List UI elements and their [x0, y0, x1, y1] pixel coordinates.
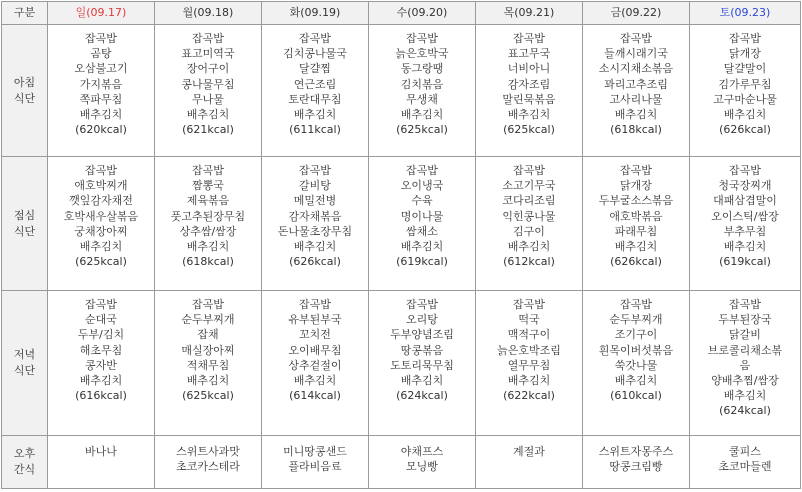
- menu-item: (614kcal): [289, 389, 341, 403]
- meal-cell: [155, 157, 262, 291]
- menu-item: 고구마순나물: [713, 92, 777, 106]
- menu-item: (618kcal): [182, 255, 234, 269]
- menu-item: 달걀말이: [723, 62, 767, 76]
- menu-item: 조기구이: [614, 328, 658, 342]
- menu-item: (610kcal): [610, 389, 662, 403]
- menu-item: 배추김치: [186, 240, 230, 254]
- menu-item: 장어구이: [186, 62, 230, 76]
- menu-item: 제육볶음: [186, 194, 230, 208]
- menu-item: 갈비탕: [299, 179, 331, 193]
- meal-cell: [583, 291, 690, 436]
- menu-item: 쌈채소: [406, 224, 438, 238]
- menu-item: 부추무침: [723, 224, 767, 238]
- menu-item: 표고미역국: [181, 47, 235, 61]
- lunch-row: [2, 157, 801, 291]
- menu-item: 스위트자몽주스: [598, 445, 674, 458]
- menu-item: 배추김치: [400, 374, 444, 388]
- menu-item: 배추김치: [507, 240, 551, 254]
- menu-item: 닭개장: [729, 47, 761, 61]
- day-header-tuesday: 화(09.19): [262, 2, 369, 25]
- menu-item: 고사리나물: [609, 92, 663, 106]
- menu-item: 배추김치: [79, 240, 123, 254]
- menu-item: 초코카스테라: [176, 460, 240, 474]
- menu-item: 두부양념조림: [390, 328, 454, 342]
- menu-item: 배추김치: [614, 108, 658, 122]
- menu-item: 쿨피스: [729, 445, 761, 458]
- meal-cell: [476, 157, 583, 291]
- menu-item: 배추김치: [614, 240, 658, 254]
- menu-item: 닭갈비: [729, 328, 761, 342]
- menu-item: (619kcal): [396, 255, 448, 269]
- row-label-line: 식단: [13, 224, 36, 238]
- meal-cell: [369, 291, 476, 436]
- menu-item: 순두부찌개: [609, 313, 663, 327]
- row-label-line: 식단: [13, 364, 36, 377]
- menu-item: 초코마들렌: [718, 460, 772, 474]
- snack-cell: [155, 436, 262, 489]
- menu-item: 표고무국: [507, 47, 551, 61]
- header-row: [2, 2, 801, 25]
- menu-item: 잡곡밥: [729, 32, 761, 45]
- menu-item: 궁채장아찌: [74, 224, 128, 238]
- menu-item: 감자채볶음: [288, 209, 342, 223]
- menu-item: 두부/김치: [77, 328, 125, 342]
- menu-item: 잡곡밥: [406, 32, 438, 45]
- menu-item: 음: [739, 358, 751, 372]
- menu-item: 가지볶음: [79, 77, 123, 91]
- menu-item: (618kcal): [610, 123, 662, 137]
- menu-item: 연근조림: [293, 77, 337, 91]
- menu-item: 플라비음료: [288, 460, 342, 474]
- menu-item: 잡곡밥: [406, 298, 438, 311]
- menu-item: 잡곡밥: [729, 298, 761, 311]
- menu-item: 말린묵볶음: [502, 92, 556, 106]
- menu-item: 늙은호박국: [395, 47, 449, 61]
- menu-item: 배추김치: [723, 108, 767, 122]
- menu-item: 브로콜리채소볶: [707, 343, 783, 357]
- row-label-line: 식단: [13, 91, 36, 105]
- menu-item: 배추김치: [614, 374, 658, 388]
- menu-item: 야채프스: [400, 445, 444, 458]
- menu-item: 잡곡밥: [192, 298, 224, 311]
- menu-item: (626kcal): [610, 255, 662, 269]
- menu-item: 호박새우살볶음: [63, 209, 139, 223]
- meal-cell: [262, 25, 369, 157]
- menu-item: (625kcal): [75, 255, 127, 269]
- menu-item: 명이나물: [400, 209, 444, 223]
- menu-item: 오이스틱/쌈장: [711, 209, 779, 223]
- meal-cell: [583, 25, 690, 157]
- row-label-line: 저녁: [13, 348, 36, 361]
- menu-item: 풋고추된장무침: [170, 209, 246, 223]
- menu-item: (626kcal): [719, 123, 771, 137]
- menu-item: 잡곡밥: [513, 164, 545, 177]
- menu-item: 잡채: [197, 328, 219, 342]
- menu-item: 잡곡밥: [85, 298, 117, 311]
- menu-item: 배추김치: [723, 389, 767, 403]
- menu-item: (625kcal): [503, 123, 555, 137]
- menu-item: 배추김치: [507, 108, 551, 122]
- menu-item: 배추김치: [186, 374, 230, 388]
- menu-item: 흰목이버섯볶음: [598, 343, 674, 357]
- menu-item: (619kcal): [719, 255, 771, 269]
- menu-item: 미니땅콩샌드: [283, 445, 347, 458]
- menu-item: 매실장아찌: [181, 343, 235, 357]
- menu-item: 청국장찌개: [718, 179, 772, 193]
- meal-cell: [690, 291, 801, 436]
- day-header-monday: 월(09.18): [155, 2, 262, 25]
- menu-item: 들깨시래기국: [604, 47, 668, 61]
- meal-cell: [48, 157, 155, 291]
- day-header-sunday: 일(09.17): [48, 2, 155, 25]
- menu-item: 동그랑땡: [400, 62, 444, 76]
- menu-item: 잡곡밥: [85, 32, 117, 45]
- menu-item: 코다리조림: [502, 194, 556, 208]
- breakfast-row: [2, 25, 801, 157]
- row-label-snack: [2, 436, 48, 489]
- menu-item: 배추김치: [507, 374, 551, 388]
- menu-item: (612kcal): [503, 255, 555, 269]
- menu-item: 계절과: [513, 445, 545, 458]
- menu-item: 배추김치: [186, 108, 230, 122]
- meal-cell: [48, 291, 155, 436]
- menu-item: 김가루무침: [718, 77, 772, 91]
- menu-item: 닭개장: [620, 179, 652, 193]
- meal-cell: [583, 157, 690, 291]
- menu-item: 적채무침: [186, 358, 230, 372]
- menu-item: 잡곡밥: [299, 298, 331, 311]
- meal-cell: [369, 157, 476, 291]
- menu-item: (624kcal): [396, 389, 448, 403]
- menu-item: 쑥갓나물: [614, 358, 658, 372]
- menu-item: 배추김치: [400, 108, 444, 122]
- menu-item: 도토리묵무침: [390, 358, 454, 372]
- menu-item: 잡곡밥: [513, 32, 545, 45]
- menu-item: 콩자반: [85, 358, 117, 372]
- menu-item: 파래무침: [614, 224, 658, 238]
- meal-cell: [690, 157, 801, 291]
- menu-item: 상추겉절이: [288, 358, 342, 372]
- menu-item: 배추김치: [293, 240, 337, 254]
- meal-cell: [262, 157, 369, 291]
- menu-item: 오삼불고기: [74, 62, 128, 76]
- menu-item: 스위트사과맛: [176, 445, 240, 458]
- menu-item: 배추김치: [293, 108, 337, 122]
- menu-item: 배추김치: [400, 240, 444, 254]
- menu-item: 땅콩크림빵: [609, 460, 663, 474]
- menu-item: 메밀전병: [293, 194, 337, 208]
- menu-item: (626kcal): [289, 255, 341, 269]
- menu-item: 애호박볶음: [609, 209, 663, 223]
- snack-cell: [369, 436, 476, 489]
- menu-item: 잡곡밥: [299, 32, 331, 45]
- menu-item: 쪽파무침: [79, 92, 123, 106]
- meal-cell: [48, 25, 155, 157]
- menu-item: 해초무침: [79, 343, 123, 357]
- menu-item: (611kcal): [289, 123, 341, 137]
- menu-item: 소시지채소볶음: [598, 62, 674, 76]
- meal-cell: [690, 25, 801, 157]
- meal-cell: [476, 25, 583, 157]
- meal-cell: [155, 25, 262, 157]
- row-label-lunch: [2, 157, 48, 291]
- snack-cell: [476, 436, 583, 489]
- day-header-wednesday: 수(09.20): [369, 2, 476, 25]
- dinner-row: [2, 291, 801, 436]
- menu-item: 순두부찌개: [181, 313, 235, 327]
- menu-item: 양배추찜/쌈장: [711, 374, 779, 388]
- menu-item: 잡곡밥: [406, 164, 438, 177]
- row-label-line: 간식: [13, 463, 36, 476]
- menu-item: 잡곡밥: [513, 298, 545, 311]
- menu-item: 익힌콩나물: [502, 209, 556, 223]
- menu-item: 순대국: [85, 313, 117, 327]
- menu-item: 잡곡밥: [620, 164, 652, 177]
- day-header-thursday: 목(09.21): [476, 2, 583, 25]
- menu-item: 콩나물무침: [181, 77, 235, 91]
- menu-item: 소고기무국: [502, 179, 556, 193]
- menu-item: 토란대무침: [288, 92, 342, 106]
- menu-item: 김치볶음: [400, 77, 444, 91]
- menu-item: 애호박찌개: [74, 179, 128, 193]
- menu-item: 배추김치: [723, 240, 767, 254]
- menu-item: 열무무침: [507, 358, 551, 372]
- menu-item: 잡곡밥: [729, 164, 761, 177]
- snack-cell: [262, 436, 369, 489]
- day-header-friday: 금(09.22): [583, 2, 690, 25]
- menu-item: 잡곡밥: [85, 164, 117, 177]
- snack-cell: [690, 436, 801, 489]
- menu-item: 두부된장국: [718, 313, 772, 327]
- menu-item: (625kcal): [396, 123, 448, 137]
- menu-item: 모닝빵: [406, 460, 438, 474]
- menu-item: (622kcal): [503, 389, 555, 403]
- menu-item: (616kcal): [75, 389, 127, 403]
- menu-item: 잡곡밥: [620, 32, 652, 45]
- menu-item: 배추김치: [79, 108, 123, 122]
- menu-item: 유부된부국: [288, 313, 342, 327]
- row-label-line: 아침: [13, 75, 36, 89]
- menu-item: 꼬치전: [299, 328, 331, 342]
- menu-item: 짬뽕국: [192, 179, 224, 193]
- meal-cell: [476, 291, 583, 436]
- day-header-saturday: 토(09.23): [690, 2, 801, 25]
- menu-item: (624kcal): [719, 404, 771, 418]
- menu-item: 잡곡밥: [192, 32, 224, 45]
- snack-row: [2, 436, 801, 489]
- snack-cell: [583, 436, 690, 489]
- row-label-line: 오후: [13, 447, 36, 460]
- menu-item: 오이배무침: [288, 343, 342, 357]
- meal-cell: [155, 291, 262, 436]
- menu-item: 김구이: [513, 224, 545, 238]
- menu-item: 대패삼겹말이: [713, 194, 777, 208]
- menu-item: 잡곡밥: [620, 298, 652, 311]
- menu-item: 잡곡밥: [299, 164, 331, 177]
- category-header: 구분: [2, 2, 48, 25]
- menu-item: 오이냉국: [400, 179, 444, 193]
- menu-item: 상추쌈/쌈장: [179, 224, 237, 238]
- menu-item: 꽈리고추조림: [604, 77, 668, 91]
- menu-item: 늙은호박조림: [497, 343, 561, 357]
- meal-cell: [369, 25, 476, 157]
- menu-item: 김치콩나물국: [283, 47, 347, 61]
- menu-item: 땅콩볶음: [400, 343, 444, 357]
- weekly-meal-table: [1, 1, 801, 489]
- menu-item: 오리탕: [406, 313, 438, 327]
- menu-item: 깻잎감자채전: [69, 194, 133, 208]
- menu-item: 잡곡밥: [192, 164, 224, 177]
- row-label-line: 점심: [13, 208, 36, 222]
- menu-item: (620kcal): [75, 123, 127, 137]
- menu-item: 무생채: [406, 92, 438, 106]
- menu-item: 떡국: [518, 313, 540, 327]
- menu-item: 바나나: [85, 445, 117, 458]
- menu-item: 곰탕: [90, 47, 112, 61]
- menu-item: 너비아니: [507, 62, 551, 76]
- menu-item: 두부굴소스볶음: [598, 194, 674, 208]
- snack-cell: [48, 436, 155, 489]
- menu-item: 돈나물초장무침: [277, 224, 353, 238]
- row-label-dinner: [2, 291, 48, 436]
- menu-item: 감자조림: [507, 77, 551, 91]
- menu-item: (621kcal): [182, 123, 234, 137]
- menu-item: 수육: [411, 194, 433, 208]
- menu-item: (625kcal): [182, 389, 234, 403]
- menu-item: 배추김치: [79, 374, 123, 388]
- menu-item: 맥적구이: [507, 328, 551, 342]
- row-label-breakfast: [2, 25, 48, 157]
- meal-cell: [262, 291, 369, 436]
- menu-item: 무나물: [192, 92, 224, 106]
- menu-item: 달걀찜: [299, 62, 331, 76]
- menu-item: 배추김치: [293, 374, 337, 388]
